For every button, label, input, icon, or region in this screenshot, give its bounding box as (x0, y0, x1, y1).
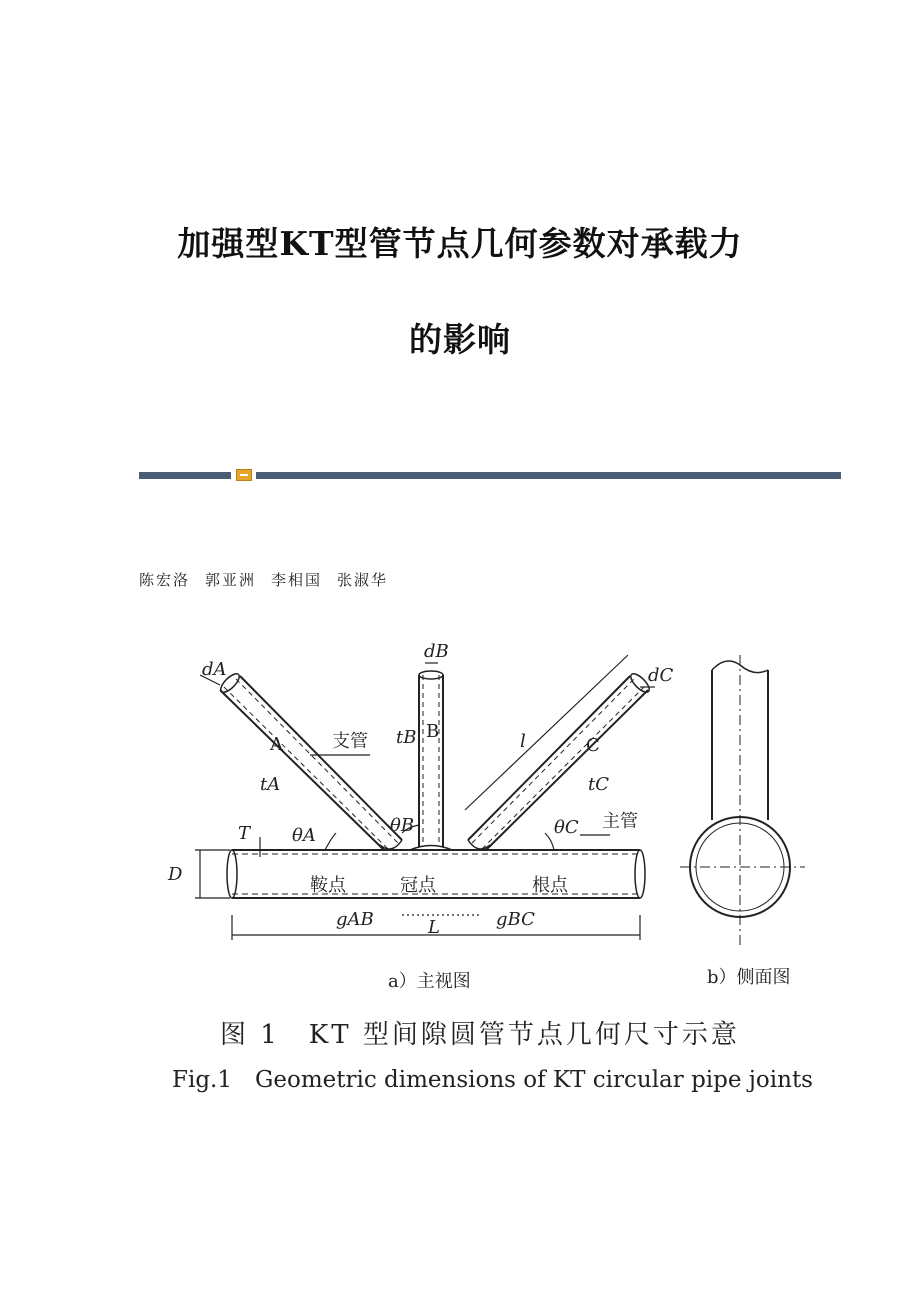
label-l: l (520, 731, 526, 752)
author-list (139, 569, 388, 590)
label-saddle-point: 鞍点 (310, 875, 346, 896)
label-brace-a: A (270, 734, 283, 755)
figure-captions (172, 967, 813, 1093)
label-D: D (168, 864, 183, 885)
title-line-2: 的影响 (409, 320, 511, 359)
chord-pipe (227, 850, 645, 898)
label-branch-pipe: 支管 (332, 731, 368, 752)
label-dC: dC (648, 665, 674, 686)
label-theta-a: θA (292, 825, 316, 846)
author-name: 李相国 (271, 571, 323, 589)
label-tA: tA (260, 774, 281, 795)
divider-bar-right (256, 472, 841, 479)
label-theta-c: θC (554, 817, 579, 838)
label-L: L (428, 917, 440, 938)
author-name: 张淑华 (337, 571, 389, 589)
side-view (680, 655, 805, 945)
subcaption-a: a）主视图 (388, 971, 471, 992)
label-dB: dB (424, 641, 449, 662)
author-name: 郭亚洲 (205, 571, 257, 589)
label-crown-point: 冠点 (400, 875, 436, 896)
brace-b (410, 671, 452, 850)
label-T: T (238, 823, 251, 844)
label-brace-c: C (586, 735, 600, 756)
subcaption-b: b）侧面图 (707, 967, 791, 988)
divider-badge-icon (236, 469, 252, 481)
label-brace-b: B (426, 721, 440, 742)
label-root-point: 根点 (532, 875, 568, 896)
divider-bar-left (139, 472, 231, 479)
label-gAB: gAB (336, 909, 374, 930)
title-line-1: 加强型KT型管节点几何参数对承载力 (177, 224, 743, 263)
label-theta-b: θB (390, 815, 415, 836)
label-main-pipe: 主管 (602, 811, 638, 832)
label-gBC: gBC (496, 909, 535, 930)
kt-joint-figure (140, 615, 840, 1105)
label-tC: tC (588, 774, 610, 795)
label-dA: dA (202, 659, 227, 680)
author-name: 陈宏洛 (139, 571, 191, 589)
caption-cn: 图 1 KT 型间隙圆管节点几何尺寸示意 (220, 1020, 740, 1050)
label-tB: tB (396, 727, 417, 748)
caption-en: Fig.1 Geometric dimensions of KT circular pipe joints (172, 1067, 813, 1093)
